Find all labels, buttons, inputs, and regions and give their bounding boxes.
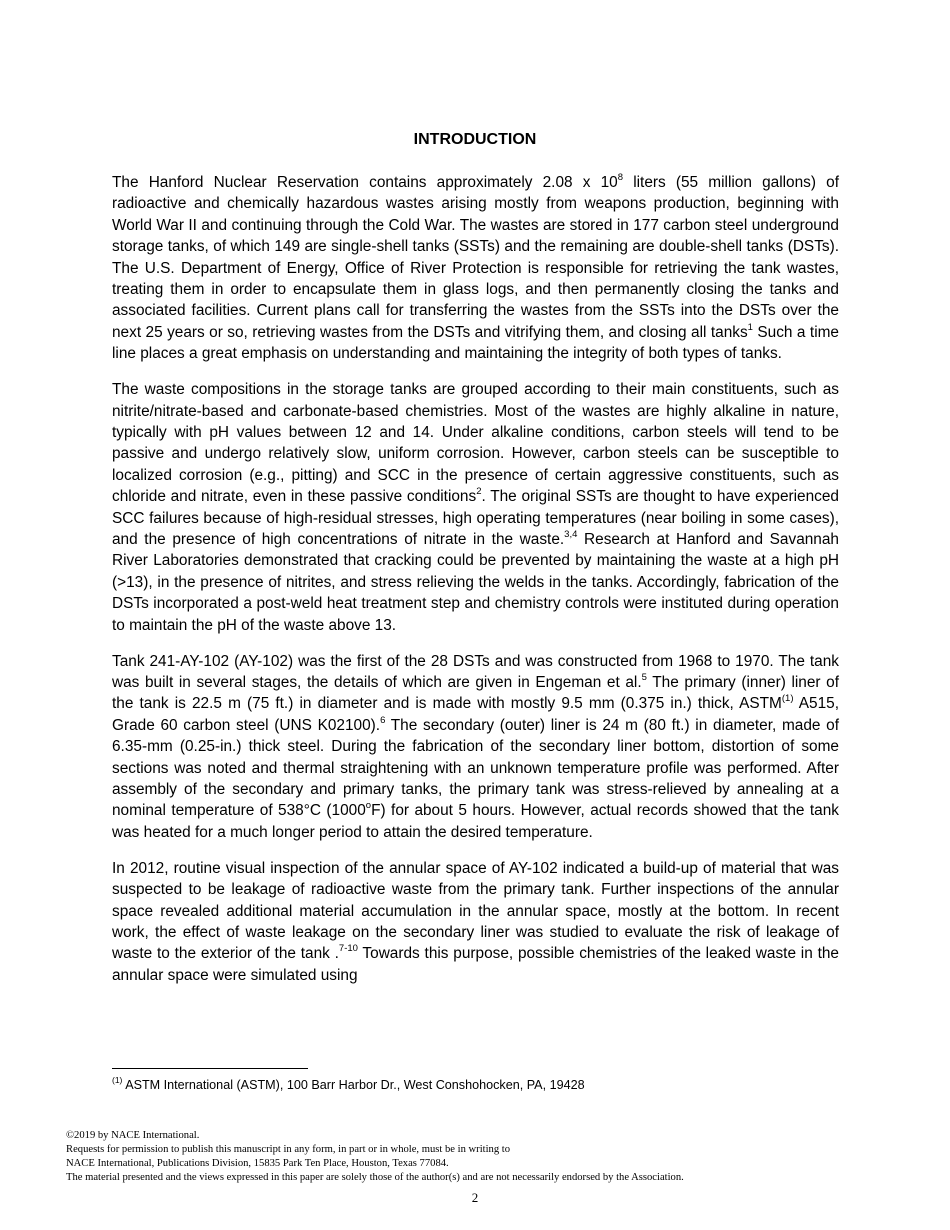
footnote-divider (112, 1068, 308, 1069)
reference-marker: 7-10 (338, 943, 358, 955)
paragraph-1 (112, 172, 839, 365)
paragraph-4-text-a: In 2012, routine visual inspection of the annular space of AY-102 indicated a build-up of material that was suspected to be leakage of radioactive waste from the primary tank. Further inspections of the annular space revealed additional material accumulation in the annular space, mostly at the bottom. In recent work, the effect of waste leakage on the secondary liner was studied to evaluate the risk of leakage of waste to the exterior of the tank . (112, 859, 839, 963)
reference-marker: 3,4 (564, 528, 578, 540)
page-number: 2 (471, 1190, 479, 1205)
copyright-line: NACE International, Publications Division, 15835 Park Ten Place, Houston, Texas 77084. (66, 1158, 449, 1169)
copyright-notice (66, 1129, 896, 1185)
paragraph-1-text-a: The Hanford Nuclear Reservation contains approximately 2.08 x 10 (112, 174, 618, 191)
body-text (112, 172, 839, 1001)
paragraph-3-text-d: The secondary (outer) liner is 24 m (80 ft.) in diameter, made of 6.35-mm (0.25-in.) thick steel. During the fabrication of the secondary liner bottom, distortion of some sections was noted and thermal straightening with an unknown temperature profile was performed. After assembly of the secondary and primary tanks, the primary tank was stress-relieved by annealing at a nominal temperature of 538°C (1000 (112, 716, 840, 820)
footnote-text: ASTM International (ASTM), 100 Barr Harbor Dr., West Conshohocken, PA, 19428 (122, 1078, 585, 1092)
footnote-marker: (1) (781, 693, 794, 705)
paragraph-3-text-e: F) for about 5 hours. However, actual records showed that the tank was heated for a much longer period to attain the desired temperature. (112, 802, 839, 841)
paragraph-3-text-a: Tank 241-AY-102 (AY-102) was the first of the 28 DSTs and was constructed from 1968 to 1970. The tank was built in several stages, the details of which are given in Engeman et al. (112, 652, 839, 691)
paragraph-2 (112, 379, 839, 636)
paragraph-3-text-b: The primary (inner) liner of the tank is 22.5 m (75 ft.) in diameter and is made with mostly 9.5 mm (0.375 in.) thick, ASTM (112, 673, 839, 713)
copyright-line: ©2019 by NACE International. (66, 1130, 200, 1141)
paragraph-3-text-c: A515, Grade 60 carbon steel (UNS K02100). (112, 695, 839, 734)
section-heading: INTRODUCTION (413, 131, 537, 148)
paragraph-3 (112, 651, 839, 844)
paragraph-2-text-c: Research at Hanford and Savannah River Laboratories demonstrated that cracking could be prevented by maintaining the waste at a high pH (>13), in the presence of nitrites, and stress relieving the welds in the tanks. Accordingly, fabrication of the DSTs incorporated a post-weld heat treatment step and chemistry controls were instituted during operation to maintain the pH of the waste above 13. (112, 531, 839, 634)
footnote-marker: (1) (112, 1074, 123, 1085)
paragraph-1-superscript: 8 (617, 171, 624, 183)
reference-marker: 1 (747, 321, 753, 333)
paragraph-4 (112, 858, 839, 986)
paragraph-2-text-b: . The original SSTs are thought to have experienced SCC failures because of high-residual stresses, high operating temperatures (near boiling in some cases), and the presence of high concentrations of nitrate in the waste. (112, 488, 839, 548)
paragraph-4-text-b: Towards this purpose, possible chemistries of the leaked waste in the annular space were simulated using (112, 945, 839, 984)
footnote (112, 1074, 839, 1092)
paragraph-1-text-b: liters (55 million gallons) of radioactive and chemically hazardous wastes arising mostly from weapons production, beginning with World War II and continuing through the Cold War. The wastes are stored in 177 carbon steel underground storage tanks, of which 149 are single-shell tanks (SSTs) and the remaining are double-shell tanks (DSTs). The U.S. Department of Energy, Office of River Protection is responsible for retrieving the tank wastes, treating them in order to encapsulate them in glass logs, and then permanently closing the tanks and associated facilities. Current plans call for transferring the wastes from the SSTs into the DSTs over the next 25 years or so, retrieving wastes from the DSTs and vitrifying them, and closing all tanks (112, 174, 839, 341)
paragraph-1-text-c: Such a time line places a great emphasis on understanding and maintaining the integrity of both types of tanks. (112, 323, 839, 363)
reference-marker: 5 (641, 671, 647, 683)
degree-superscript: o (365, 800, 372, 812)
reference-marker: 6 (380, 714, 386, 726)
paragraph-2-text-a: The waste compositions in the storage tanks are grouped according to their main constituents, such as nitrite/nitrate-based and carbonate-based chemistries. Most of the wastes are highly alkaline in nature, typically with pH values between 12 and 14. Under alkaline conditions, carbon steels will tend to be passive and undergo relatively slow, uniform corrosion. However, carbon steels can be susceptible to localized corrosion (e.g., pitting) and SCC in the presence of certain aggressive constituents, such as chloride and nitrate, even in these passive conditions (112, 381, 839, 506)
reference-marker: 2 (476, 486, 482, 498)
copyright-line: The material presented and the views expressed in this paper are solely those of the author(s) and are not necessarily endorsed by the Association. (66, 1172, 684, 1183)
copyright-line: Requests for permission to publish this manuscript in any form, in part or in whole, must be in writing to (66, 1144, 511, 1155)
